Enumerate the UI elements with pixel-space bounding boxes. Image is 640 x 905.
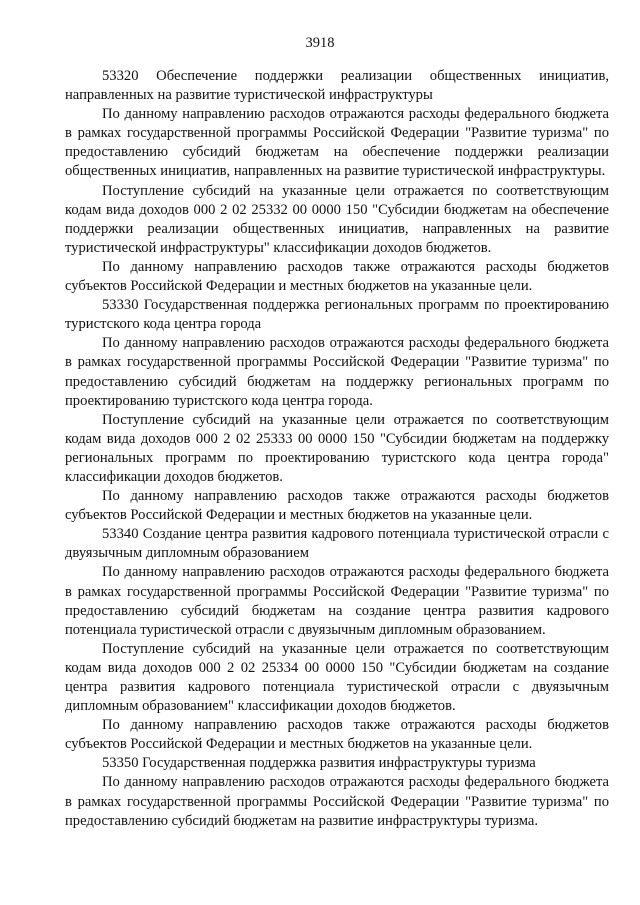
paragraph-53330-income-code: Поступление субсидий на указанные цели отражается по соответствующим кодам вида доходов 000 2 02 25333 00 0000 150 "Субсидии бюджетам на поддержку региональных программ по проектированию туристского кода центра города" классификации доходов бюджетов. [65,411,609,485]
paragraph-53340-income-code: Поступление субсидий на указанные цели отражается по соответствующим кодам вида доходов 000 2 02 25334 00 0000 150 "Субсидии бюджетам на создание центра развития кадрового потенциала туристической отрасли с двуязычным дипломным образованием" классификации доходов бюджетов. [65,640,609,715]
paragraph-53340-regional-budgets: По данному направлению расходов также отражаются расходы бюджетов субъектов Российской Федерации и местных бюджетов на указанные цели. [65,717,609,753]
paragraph-53330-description: По данному направлению расходов отражаются расходы федерального бюджета в рамках государственной программы Российской Федерации "Развитие туризма" по предоставлению субсидий бюджетам на поддержку региональных программ по проектированию туристского кода центра города. [65,335,609,409]
heading-53350: 53350 Государственная поддержка развития инфраструктуры туризма [102,755,536,772]
heading-53330: 53330 Государственная поддержка региональных программ по проектированию туристского кода центра города [65,297,609,333]
paragraph-53320-income-code: Поступление субсидий на указанные цели отражается по соответствующим кодам вида доходов 000 2 02 25332 00 0000 150 "Субсидии бюджетам на обеспечение поддержки реализации общественных инициатив, направленных на развитие туристической инфраструктуры" классификации доходов бюджетов. [65,182,609,256]
paragraph-53350-description: По данному направлению расходов отражаются расходы федерального бюджета в рамках государственной программы Российской Федерации "Развитие туризма" по предоставлению субсидий бюджетам на развитие инфраструктуры туризма. [65,774,609,829]
paragraph-53320-regional-budgets: По данному направлению расходов также отражаются расходы бюджетов субъектов Российской Федерации и местных бюджетов на указанные цели. [65,258,609,295]
page-number: 3918 [305,35,335,51]
heading-53340: 53340 Создание центра развития кадрового потенциала туристической отрасли с двуязычным дипломным образованием [65,526,609,562]
paragraph-53340-description: По данному направлению расходов отражаются расходы федерального бюджета в рамках государственной программы Российской Федерации "Развитие туризма" по предоставлению субсидий бюджетам на создание центра развития кадрового потенциала туристической отрасли с двуязычным дипломным образованием. [65,564,609,638]
document-body [65,67,609,831]
paragraph-53320-description: По данному направлению расходов отражаются расходы федерального бюджета в рамках государственной программы Российской Федерации "Развитие туризма" по предоставлению субсидий бюджетам на обеспечение поддержки реализации общественных инициатив, направленных на развитие туристической инфраструктуры. [65,106,609,180]
heading-53320: 53320 Обеспечение поддержки реализации общественных инициатив, направленных на развитие туристической инфраструктуры [65,68,609,104]
paragraph-53330-regional-budgets: По данному направлению расходов также отражаются расходы бюджетов субъектов Российской Федерации и местных бюджетов на указанные цели. [65,488,609,524]
